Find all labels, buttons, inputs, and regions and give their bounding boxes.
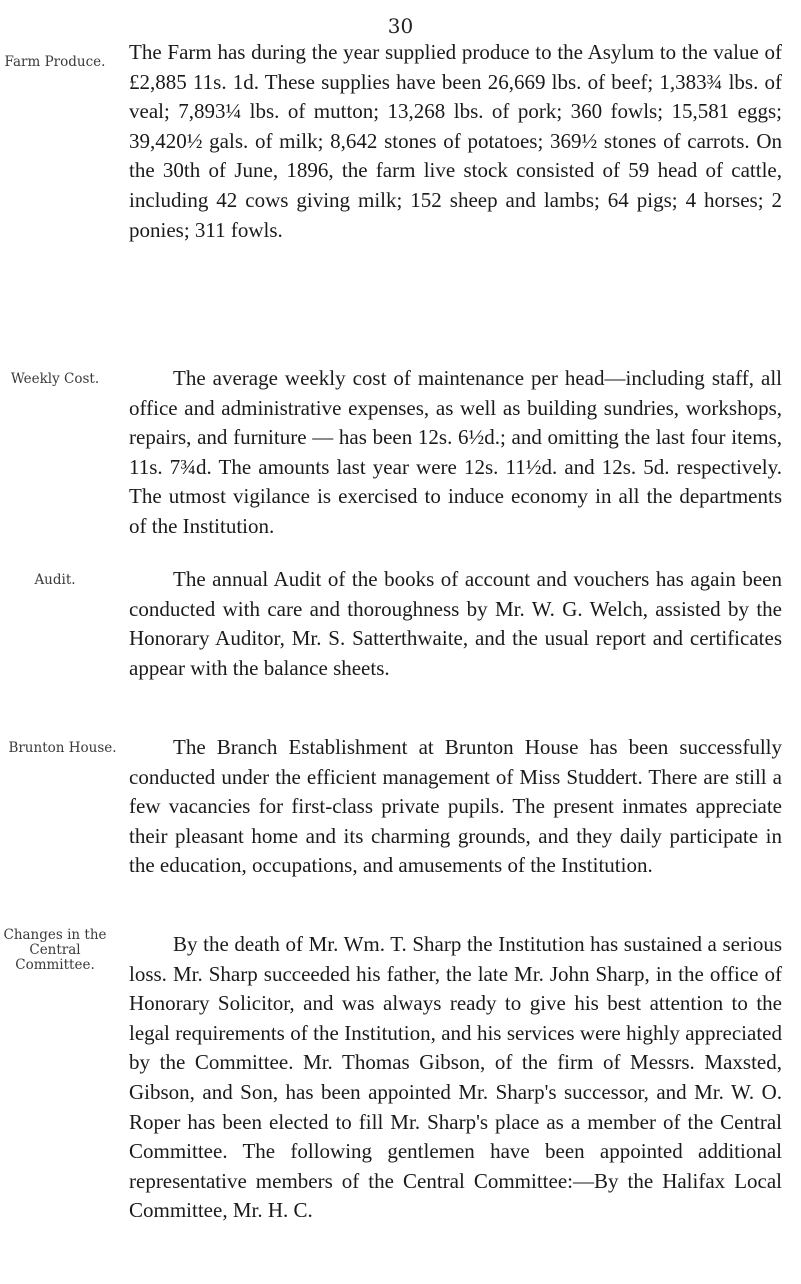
margin-note-central-committee: Changes in the Central Committee. <box>3 927 107 973</box>
margin-note-brunton-house: Brunton House. <box>8 740 117 756</box>
paragraph-audit: The annual Audit of the books of account and vouchers has again been conducted with care and thoroughness by Mr. W. G. Welch, assisted by the Honorary Auditor, Mr. S. Satterthwaite, and the usual report and certificates appear with the balance sheets. <box>129 567 782 680</box>
margin-note-weekly-cost: Weekly Cost. <box>10 371 100 387</box>
margin-note-farm-produce: Farm Produce. <box>4 54 106 70</box>
page-number: 30 <box>387 14 414 38</box>
paragraph-weekly-cost: The average weekly cost of maintenance per head—including staff, all office and administrative expenses, as well as building sundries, workshops, repairs, and furniture — has been 12s. 6½d.; and omitting the last four items, 11s. 7¾d. The amounts last year were 12s. 11½d. and 12s. 5d. respectively. The utmost vigilance is exercised to induce economy in all the departments of the Institution. <box>129 366 782 538</box>
paragraph-brunton-house: The Branch Establishment at Brunton House has been successfully conducted under the efficient management of Miss Studdert. There are still a few vacancies for first-class private pupils. The present inmates appreciate their pleasant home and its charming grounds, and they daily participate in the education, occupations, and amusements of the Institution. <box>129 735 782 878</box>
paragraph-farm-produce: The Farm has during the year supplied produce to the Asylum to the value of £2,885 11s. 1d. These supplies have been 26,669 lbs. of beef; 1,383¾ lbs. of veal; 7,893¼ lbs. of mutton; 13,268 lbs. of pork; 360 fowls; 15,581 eggs; 39,420½ gals. of milk; 8,642 stones of potatoes; 369½ stones of carrots. On the 30th of June, 1896, the farm live stock consisted of 59 head of cattle, including 42 cows giving milk; 152 sheep and lambs; 64 pigs; 4 horses; 2 ponies; 311 fowls. <box>129 40 782 242</box>
paragraph-central-committee: By the death of Mr. Wm. T. Sharp the Institution has sustained a serious loss. Mr. Sharp succeeded his father, the late Mr. John Sharp, in the office of Honorary Solicitor, and was always ready to give his best attention to the legal requirements of the Institution, and his services were highly appreciated by the Committee. Mr. Thomas Gibson, of the firm of Messrs. Maxsted, Gibson, and Son, has been appointed Mr. Sharp's successor, and Mr. W. O. Roper has been elected to fill Mr. Sharp's place as a member of the Central Committee. The following gentlemen have been appointed additional representative members of the Central Committee:—By the Halifax Local Committee, Mr. H. C. <box>129 932 782 1223</box>
margin-note-audit: Audit. <box>34 572 76 588</box>
